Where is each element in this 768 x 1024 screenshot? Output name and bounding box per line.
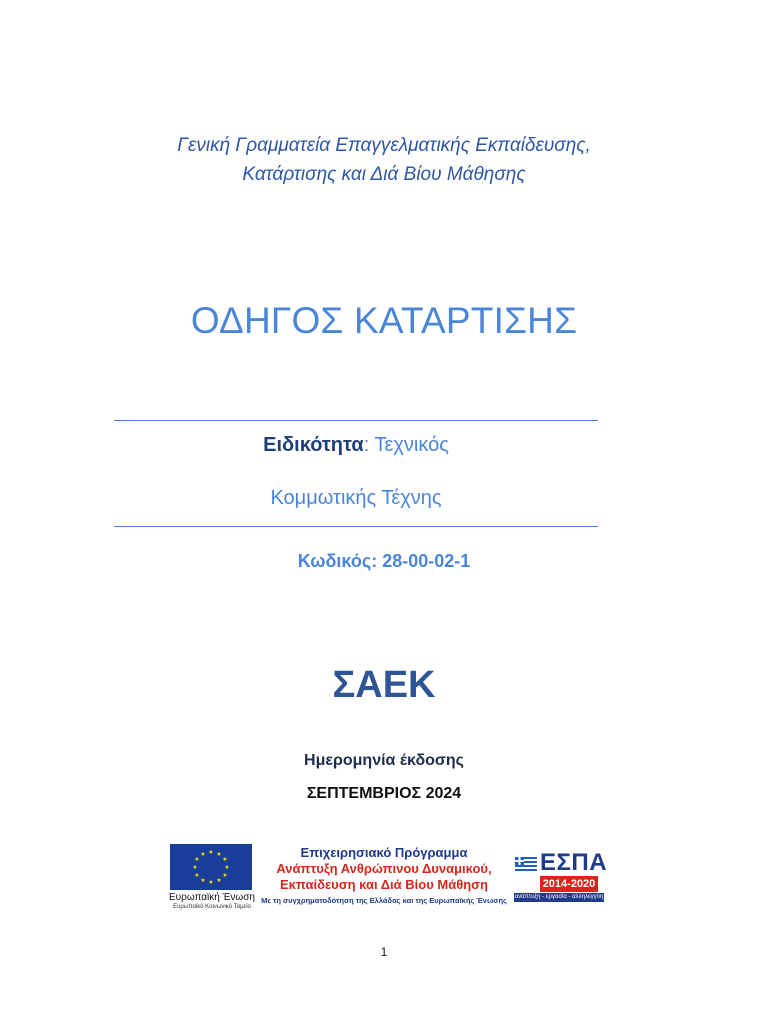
specialty-value-part2: Κομμωτικής Τέχνης	[270, 487, 442, 509]
svg-text:★: ★	[200, 877, 206, 884]
svg-text:★: ★	[208, 849, 214, 856]
institution-name: ΣΑΕΚ	[332, 664, 436, 706]
svg-text:★: ★	[200, 851, 206, 858]
specialty-code: Κωδικός: 28-00-02-1	[297, 551, 471, 571]
svg-text:★: ★	[194, 856, 200, 863]
svg-text:★: ★	[192, 864, 198, 871]
bottom-divider	[114, 526, 598, 527]
eu-stars-icon	[170, 844, 252, 890]
eu-flag-logo	[170, 844, 252, 890]
specialty-value-part1: Τεχνικός	[374, 434, 449, 456]
issue-date-label: Ημερομηνία έκδοσης	[304, 752, 464, 769]
issuing-authority	[100, 131, 668, 189]
issuing-authority-line1: Γενική Γραμματεία Επαγγελματικής Εκπαίδευσης,	[177, 135, 591, 156]
specialty-line	[0, 434, 712, 457]
svg-text:★: ★	[216, 851, 222, 858]
eu-name-label: Ευρωπαϊκή Ένωση	[169, 892, 255, 903]
svg-text:★: ★	[222, 872, 228, 879]
issue-date-value: ΣΕΠΤΕΜΒΡΙΟΣ 2024	[306, 785, 462, 802]
svg-text:★: ★	[222, 856, 228, 863]
svg-text:★: ★	[194, 872, 200, 879]
issuing-authority-line2: Κατάρτισης και Διά Βίου Μάθησης	[242, 164, 526, 185]
svg-text:★: ★	[224, 864, 230, 871]
espa-tagline: ανάπτυξη - εργασία - αλληλεγγύη	[514, 894, 604, 900]
programme-line1: Επιχειρησιακό Πρόγραμμα	[300, 845, 468, 860]
specialty-separator: :	[363, 434, 370, 456]
programme-line3: Εκπαίδευση και Διά Βίου Μάθηση	[279, 877, 489, 892]
specialty-label: Ειδικότητα	[263, 434, 364, 456]
svg-text:★: ★	[216, 877, 222, 884]
top-divider	[114, 420, 598, 421]
greek-flag-icon	[515, 857, 537, 873]
document-title: ΟΔΗΓΟΣ ΚΑΤΑΡΤΙΣΗΣ	[190, 300, 578, 341]
page-number: 1	[380, 945, 388, 959]
programme-line2: Ανάπτυξη Ανθρώπινου Δυναμικού,	[276, 861, 492, 876]
espa-years-badge: 2014-2020	[540, 876, 598, 892]
espa-logo-text: ΕΣΠΑ	[540, 849, 608, 876]
svg-text:★: ★	[208, 879, 214, 886]
cofinance-note: Με τη συγχρηματοδότηση της Ελλάδας και της Ευρωπαϊκής Ένωσης	[261, 896, 507, 905]
eu-fund-label: Ευρωπαϊκό Κοινωνικό Ταμείο	[173, 904, 251, 910]
